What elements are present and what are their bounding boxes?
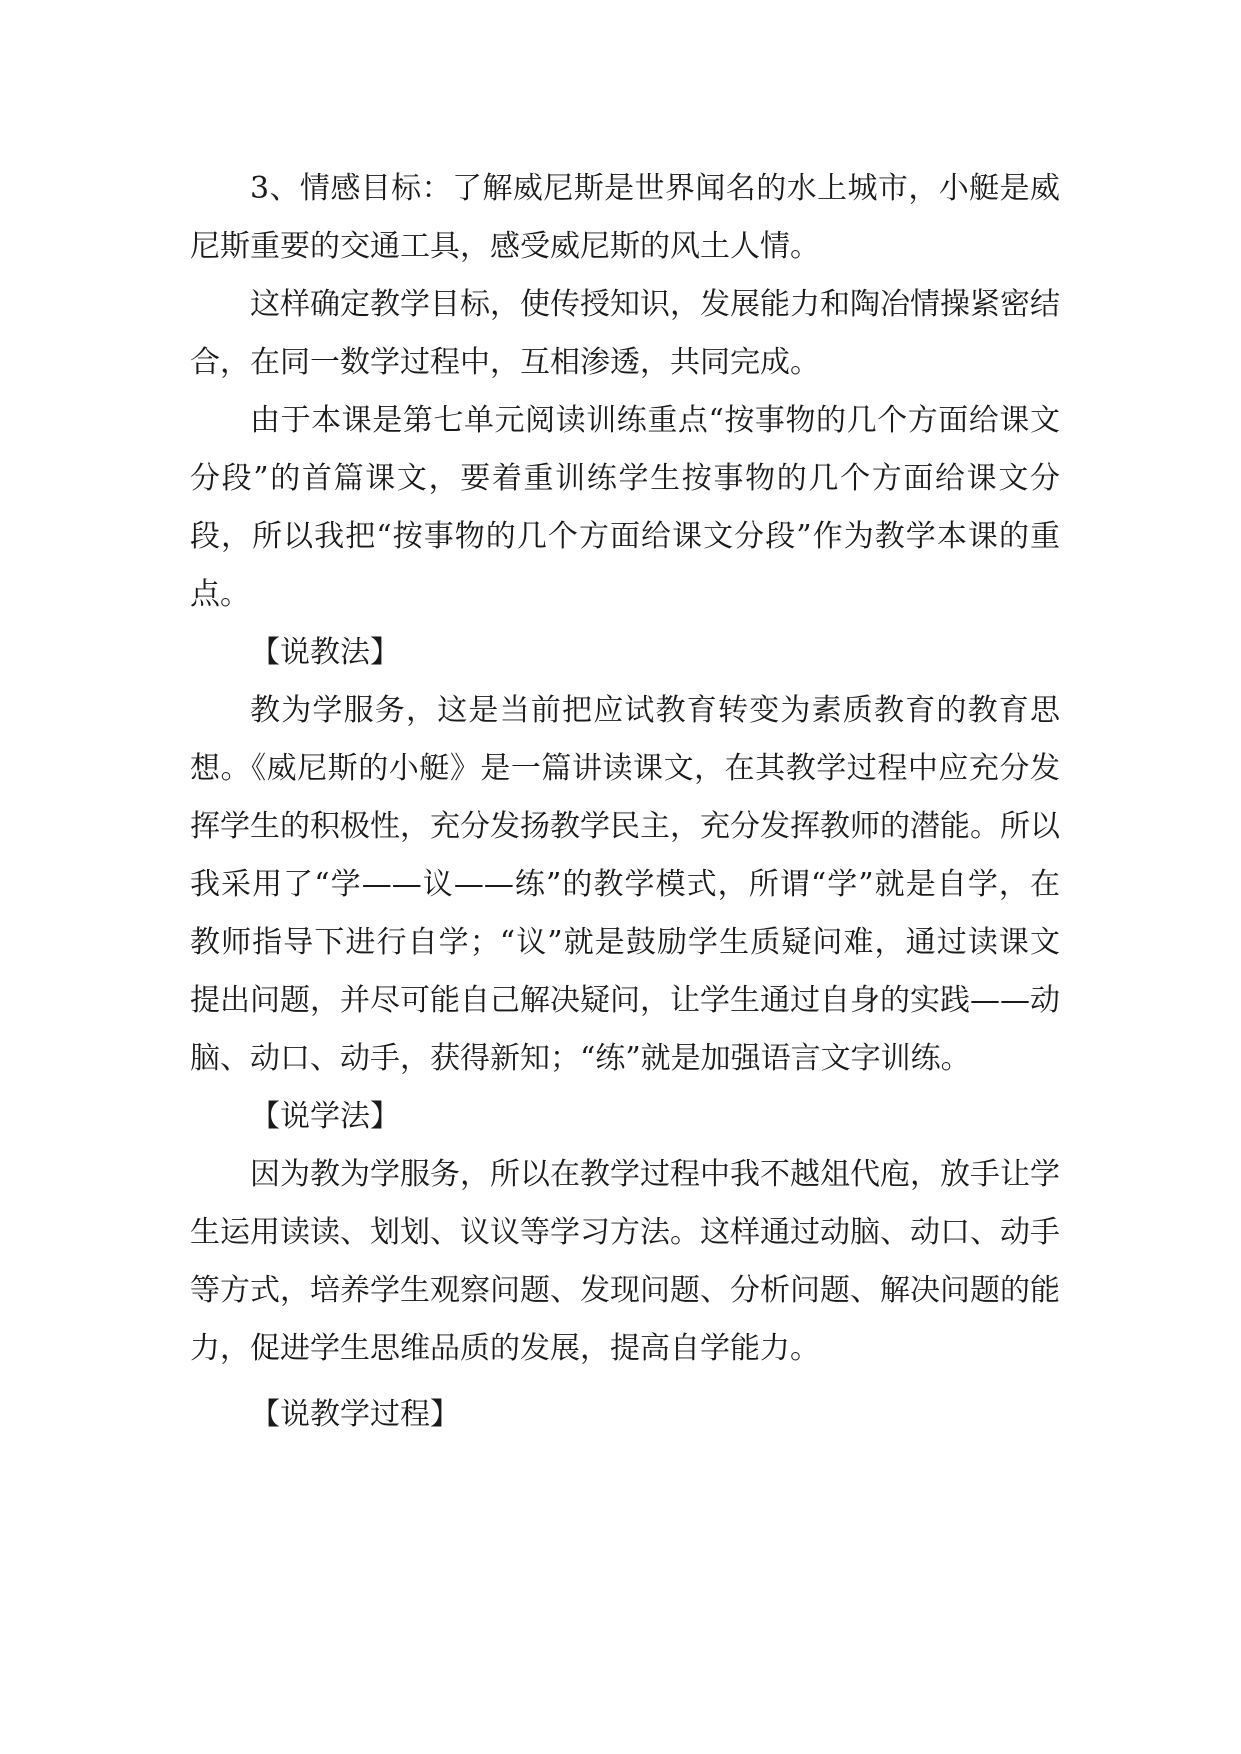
- paragraph-teaching-method: 教为学服务，这是当前把应试教育转变为素质教育的教育思想。《威尼斯的小艇》是一篇讲读课文，在其教学过程中应充分发挥学生的积极性，充分发扬教学民主，充分发挥教师的潜能。所以我采用了“学——议——练”的教学模式，所谓“学”就是自学，在教师指导下进行自学；“议”就是鼓励学生质疑问难，通过读课文提出问题，并尽可能自己解决疑问，让学生通过自身的实践——动脑、动口、动手，获得新知；“练”就是加强语言文字训练。: [190, 693, 1060, 1076]
- paragraph-teaching-goal-summary: 这样确定教学目标，使传授知识，发展能力和陶冶情操紧密结合，在同一数学过程中，互相渗透，共同完成。: [190, 287, 1060, 380]
- paragraph-emotional-goal: 3、情感目标：了解威尼斯是世界闻名的水上城市，小艇是威尼斯重要的交通工具，感受威尼斯的风土人情。: [190, 171, 1060, 264]
- heading-teaching-process: 【说教学过程】: [250, 1397, 460, 1432]
- paragraph-key-point: 由于本课是第七单元阅读训练重点“按事物的几个方面给课文分段”的首篇课文，要着重训练学生按事物的几个方面给课文分段，所以我把“按事物的几个方面给课文分段”作为教学本课的重点。: [190, 403, 1060, 612]
- document-body: [190, 160, 1060, 1444]
- heading-teaching-method: 【说教法】: [250, 635, 400, 670]
- paragraph-learning-method: 因为教为学服务，所以在教学过程中我不越俎代庖，放手让学生运用读读、划划、议议等学习方法。这样通过动脑、动口、动手等方式，培养学生观察问题、发现问题、分析问题、解决问题的能力，促进学生思维品质的发展，提高自学能力。: [190, 1157, 1060, 1366]
- heading-learning-method: 【说学法】: [250, 1099, 400, 1134]
